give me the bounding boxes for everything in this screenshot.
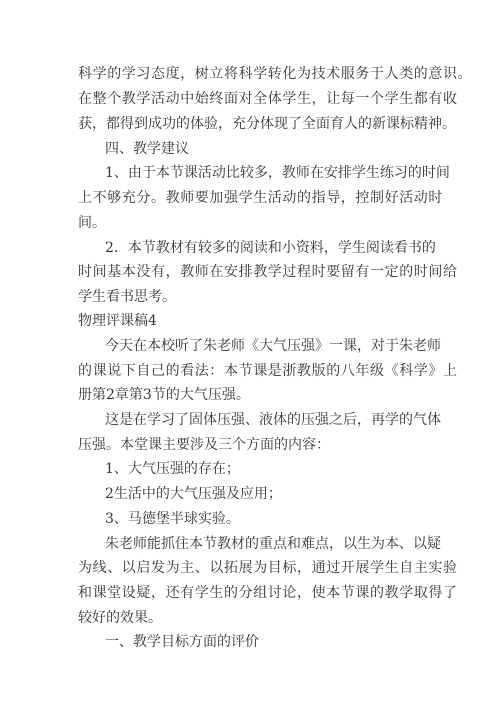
text-line [0, 407, 500, 433]
text-line [0, 259, 500, 285]
article-title [0, 308, 500, 334]
paragraph-text: 为线、以启发为主、以拓展为目标，通过开展学生自主实验 [78, 560, 458, 576]
text-line [0, 235, 500, 261]
paragraph-text: 压强。本堂课主要涉及三个方面的内容： [78, 437, 330, 453]
text-line [0, 531, 500, 557]
article-title-text: 物理评课稿4 [78, 313, 157, 329]
list-item-text: 3、马德堡半球实验。 [105, 511, 240, 527]
paragraph-text: 学生看书思考。 [78, 289, 176, 305]
paragraph-text: 科学的学习态度，树立将科学转化为技术服务于人类的意识。 [78, 66, 473, 82]
list-item [0, 506, 500, 532]
paragraph-text: 朱老师能抓住本节教材的重点和难点，以生为本、以疑 [105, 536, 441, 552]
text-line [0, 605, 500, 631]
list-item [0, 481, 500, 507]
text-line [0, 284, 500, 310]
section-heading-text: 一、教学目标方面的评价 [105, 634, 259, 650]
text-line [0, 160, 500, 186]
paragraph-text: 获，都得到成功的体验，充分体现了全面育人的新课标精神。 [78, 116, 456, 132]
text-line [0, 86, 500, 112]
section-heading [0, 136, 500, 162]
text-line [0, 555, 500, 581]
text-line [0, 358, 500, 384]
paragraph-text: 册第2章第3节的大气压强。 [78, 387, 250, 403]
paragraph-text: 时间基本没有，教师在安排教学过程时要留有一定的时间给 [78, 264, 458, 280]
paragraph-text: 在整个教学活动中始终面对全体学生，让每一个学生都有收 [78, 91, 458, 107]
text-line [0, 185, 500, 211]
list-item-text: 1、大气压强的存在； [105, 461, 240, 477]
text-line [0, 61, 500, 87]
paragraph-text: 间。 [78, 215, 106, 231]
text-line [0, 111, 500, 137]
text-line [0, 210, 500, 236]
paragraph-text: 和课堂设疑，还有学生的分组讨论，使本节课的教学取得了 [78, 585, 458, 601]
text-line [0, 382, 500, 408]
paragraph-text: 2．本节教材有较多的阅读和小资料，学生阅读看书的 [105, 240, 436, 256]
section-heading [0, 629, 500, 655]
list-item-text: 2生活中的大气压强及应用； [105, 486, 282, 502]
text-line [0, 432, 500, 458]
section-heading-text: 四、教学建议 [105, 141, 189, 157]
text-line [0, 333, 500, 359]
paragraph-text: 1、由于本节课活动比较多，教师在安排学生练习的时间 [105, 165, 450, 181]
text-line [0, 580, 500, 606]
paragraph-text: 上不够充分。教师要加强学生活动的指导，控制好活动时 [78, 190, 443, 206]
paragraph-text: 这是在学习了固体压强、液体的压强之后，再学的气体 [105, 412, 441, 428]
paragraph-text: 较好的效果。 [78, 610, 162, 626]
paragraph-text: 的课说下自己的看法：本节课是浙教版的八年级《科学》上 [78, 363, 458, 379]
list-item [0, 456, 500, 482]
paragraph-text: 今天在本校听了朱老师《大气压强》一课，对于朱老师 [105, 338, 441, 354]
